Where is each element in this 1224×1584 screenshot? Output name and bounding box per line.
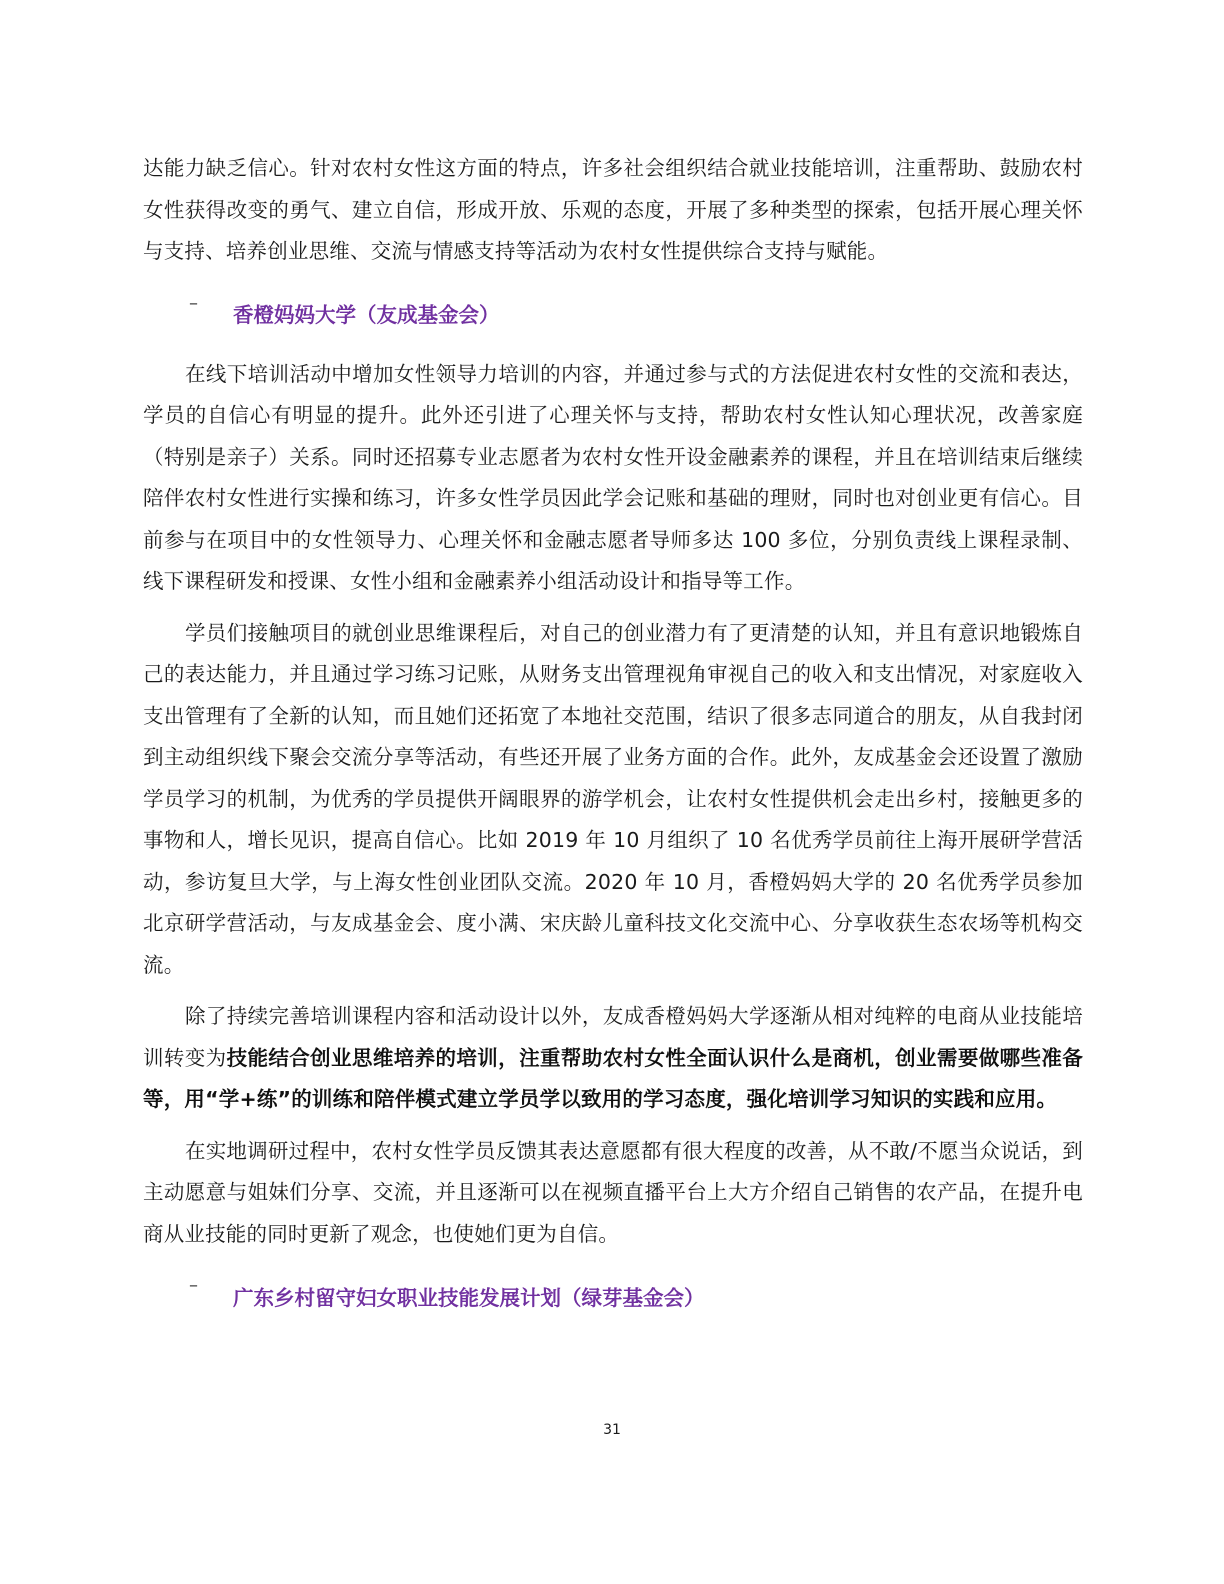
section-heading-guangdong bbox=[143, 1275, 1083, 1316]
section-heading-xiangcheng bbox=[143, 293, 1083, 334]
paragraph-entrepreneurship-course: 学员们接触项目的就创业思维课程后，对自己的创业潜力有了更清楚的认知，并且有意识地锻炼自己的表达能力，并且通过学习练习记账，从财务支出管理视角审视自己的收入和支出情况，对家庭收入支出管理有了全新的认知，而且她们还拓宽了本地社交范围，结识了很多志同道合的朋友，从自我封闭到主动组织线下聚会交流分享等活动，有些还开展了业务方面的合作。此外，友成基金会还设置了激励学员学习的机制，为优秀的学员提供开阔眼界的游学机会，让农村女性提供机会走出乡村，接触更多的事物和人，增长见识，提高自信心。比如 2019 年 10 月组织了 10 名优秀学员前往上海开展研学营活动，参访复旦大学，与上海女性创业团队交流。2020 年 10 月，香橙妈妈大学的 20 名优秀学员参加北京研学营活动，与友成基金会、度小满、宋庆龄儿童科技文化交流中心、分享收获生态农场等机构交流。 bbox=[143, 620, 1083, 977]
paragraph-emphasis-text: 技能结合创业思维培养的培训，注重帮助农村女性全面认识什么是商机，创业需要做哪些准备等，用“学+练”的训练和陪伴模式建立学员学以致用的学习态度，强化培训学习知识的实践和应用。 bbox=[143, 1045, 1083, 1111]
document-body bbox=[143, 148, 1083, 1336]
bullet-dash-icon: – bbox=[189, 292, 198, 314]
page-number: 31 bbox=[603, 1422, 621, 1438]
paragraph-intro-continuation: 达能力缺乏信心。针对农村女性这方面的特点，许多社会组织结合就业技能培训，注重帮助、鼓励农村女性获得改变的勇气、建立自信，形成开放、乐观的态度，开展了多种类型的探索，包括开展心理关怀与支持、培养创业思维、交流与情感支持等活动为农村女性提供综合支持与赋能。 bbox=[143, 156, 1083, 263]
section-heading-text: 香橙妈妈大学（友成基金会） bbox=[233, 303, 500, 327]
bullet-dash-icon: – bbox=[189, 1275, 198, 1296]
paragraph-field-research: 在实地调研过程中，农村女性学员反馈其表达意愿都有很大程度的改善，从不敢/不愿当众说话，到主动愿意与姐妹们分享、交流，并且逐渐可以在视频直播平台上大方介绍自己销售的农产品，在提升电商从业技能的同时更新了观念，也使她们更为自信。 bbox=[143, 1138, 1083, 1246]
paragraph-lead-text: 除了持续完善培训课程内容和活动设计以外，友成香橙妈妈大学逐渐从相对纯粹的电商从业技能培训转变为 bbox=[143, 1004, 1083, 1070]
paragraph-leadership-training: 在线下培训活动中增加女性领导力培训的内容，并通过参与式的方法促进农村女性的交流和表达，学员的自信心有明显的提升。此外还引进了心理关怀与支持，帮助农村女性认知心理状况，改善家庭（特别是亲子）关系。同时还招募专业志愿者为农村女性开设金融素养的课程，并且在培训结束后继续陪伴农村女性进行实操和练习，许多女性学员因此学会记账和基础的理财，同时也对创业更有信心。目前参与在项目中的女性领导力、心理关怀和金融志愿者导师多达 100 多位，分别负责线上课程录制、线下课程研发和授课、女性小组和金融素养小组活动设计和指导等工作。 bbox=[143, 361, 1083, 593]
paragraph-training-transition bbox=[143, 996, 1083, 1121]
section-heading-text: 广东乡村留守妇女职业技能发展计划（绿芽基金会） bbox=[233, 1285, 705, 1310]
